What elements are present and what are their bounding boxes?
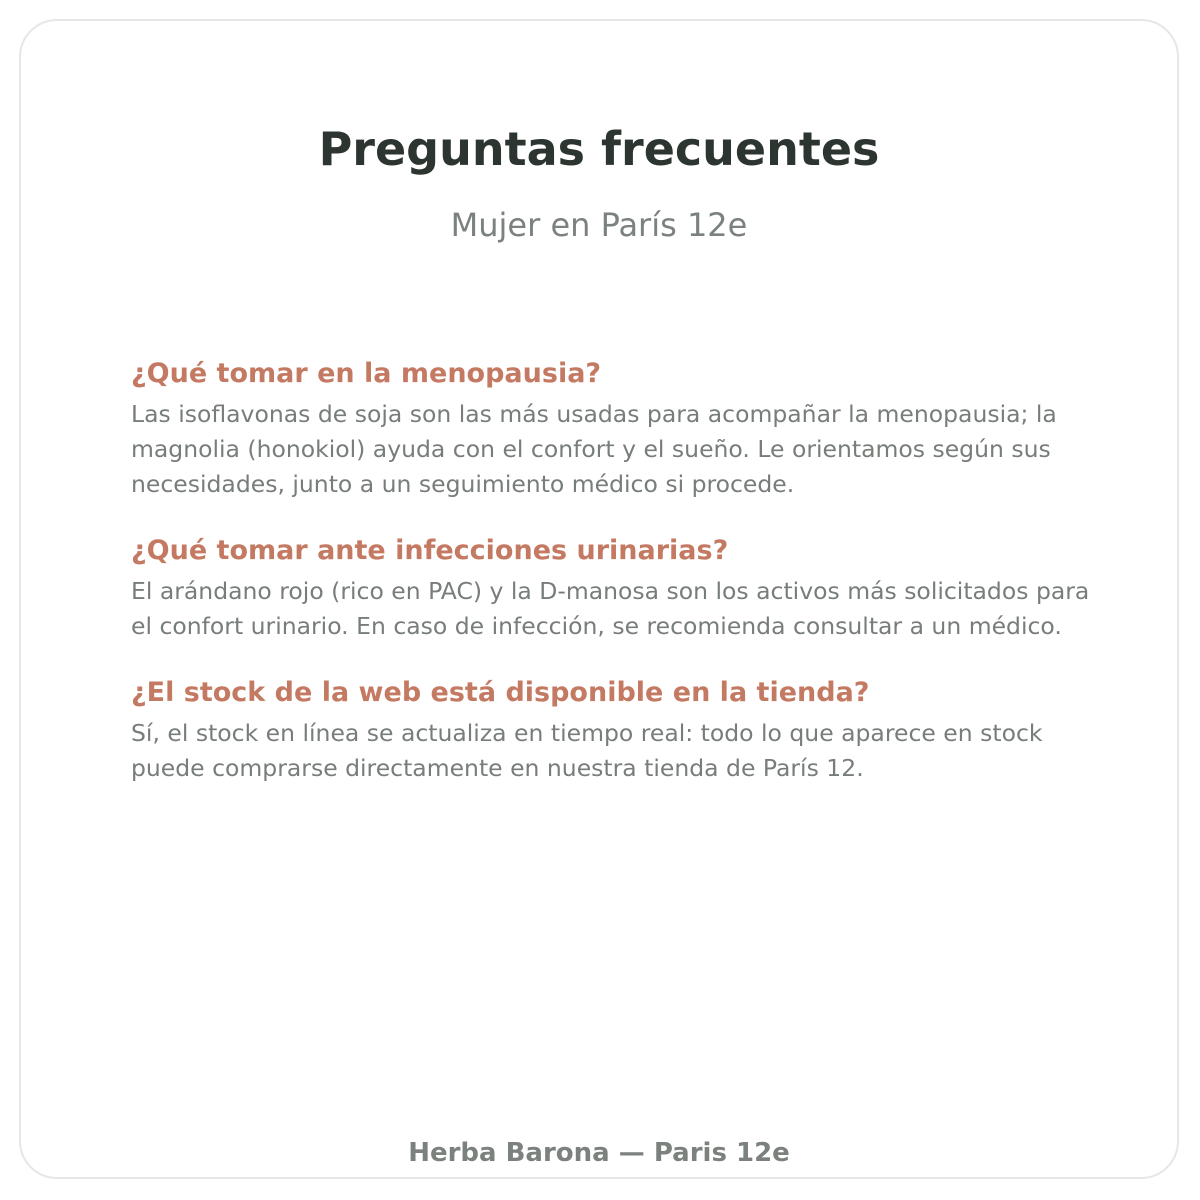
- faq-item-infecciones: [131, 532, 1111, 644]
- faq-answer: Las isoflavonas de soja son las más usadas para acompañar la menopausia; la magnolia (honokiol) ayuda con el confort y el sueño. Le orientamos según sus necesidades, junto a un seguimiento médico si procede.: [131, 400, 1057, 498]
- faq-question: ¿Qué tomar ante infecciones urinarias?: [131, 535, 729, 566]
- footer-brand: Herba Barona — Paris 12e: [408, 1138, 790, 1168]
- page-subtitle: Mujer en París 12e: [450, 206, 748, 244]
- faq-question: ¿El stock de la web está disponible en la tienda?: [131, 677, 870, 708]
- faq-item-menopausia: [131, 355, 1111, 502]
- faq-card: [19, 19, 1179, 1179]
- page-title: Preguntas frecuentes: [318, 122, 880, 176]
- faq-answer: El arándano rojo (rico en PAC) y la D-manosa son los activos más solicitados para el confort urinario. En caso de infección, se recomienda consultar a un médico.: [131, 577, 1090, 640]
- faq-item-stock: [131, 674, 1111, 786]
- faq-answer: Sí, el stock en línea se actualiza en tiempo real: todo lo que aparece en stock puede comprarse directamente en nuestra tienda de París 12.: [131, 719, 1043, 782]
- faq-question: ¿Qué tomar en la menopausia?: [131, 358, 602, 389]
- faq-list: [131, 355, 1111, 816]
